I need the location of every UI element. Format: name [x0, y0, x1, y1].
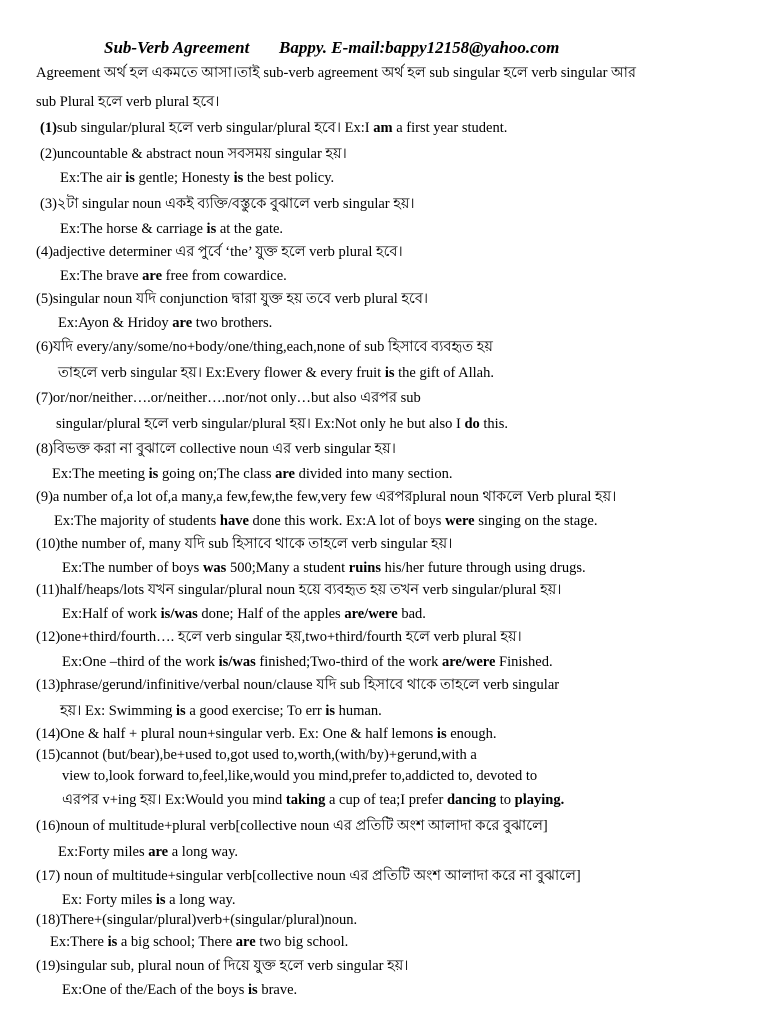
bold-text: were: [445, 513, 475, 529]
bold-text: are: [142, 268, 163, 284]
text-line: [36, 819, 548, 835]
line-text: (5)singular noun যদি conjunction দ্বারা যুক্ত হয় তবে verb plural হবে।: [36, 291, 429, 307]
text-line: [36, 442, 396, 458]
text-line: [62, 983, 297, 999]
text-line: [36, 340, 493, 356]
text-line: [56, 417, 508, 433]
text-line: [60, 222, 283, 238]
bold-text: are: [148, 844, 169, 860]
line-text: finished;Two-third of the work: [255, 654, 442, 670]
line-text: two big school.: [255, 934, 349, 950]
bold-text: am: [373, 120, 393, 136]
bold-text: was: [202, 560, 227, 576]
text-line: [36, 583, 561, 599]
text-line: [36, 630, 522, 646]
line-text: Ex:Ayon & Hridoy: [58, 315, 173, 331]
text-line: [36, 959, 408, 975]
line-text: (11)half/heaps/lots যখন singular/plural noun হয়ে ব্যবহৃত হয় তখন verb singular/plural হয়।: [36, 582, 562, 598]
bold-text: is: [176, 703, 186, 719]
text-line: [62, 607, 426, 623]
line-text: (18)There+(singular/plural)verb+(singular/plural)noun.: [36, 912, 358, 928]
line-text: a good exercise; To err: [185, 703, 326, 719]
text-line: [36, 869, 581, 885]
text-line: [40, 147, 347, 163]
bold-text: do: [464, 416, 480, 432]
text-line: [36, 913, 357, 929]
text-line: [36, 678, 559, 694]
line-text: (19)singular sub, plural noun of দিয়ে যুক্ত হলে verb singular হয়।: [36, 958, 409, 974]
bold-text: taking: [285, 792, 326, 808]
line-text: singular/plural হলে verb singular/plural হয়। Ex:Not only he but also I: [56, 416, 465, 432]
bold-text: are/were: [441, 654, 496, 670]
text-line: [36, 537, 452, 553]
text-line: [62, 655, 553, 671]
line-text: Ex:The majority of students: [54, 513, 220, 529]
line-text: Ex:Forty miles: [58, 844, 149, 860]
line-text: Finished.: [495, 654, 553, 670]
line-text: divided into many section.: [294, 466, 453, 482]
line-text: bad.: [397, 606, 426, 622]
text-line: [62, 893, 235, 909]
line-text: (6)যদি every/any/some/no+body/one/thing,each,none of sub হিসাবে ব্যবহৃত হয়: [36, 339, 493, 355]
bold-text: are: [235, 934, 256, 950]
line-text: Ex:The brave: [60, 268, 143, 284]
line-text: তাহলে verb singular হয়। Ex:Every flower & every fruit: [58, 365, 385, 381]
line-text: sub Plural হলে verb plural হবে।: [36, 94, 220, 110]
text-line: [58, 366, 494, 382]
line-text: (10)the number of, many যদি sub হিসাবে থাকে তাহলে verb singular হয়।: [36, 536, 453, 552]
text-line: [36, 727, 497, 743]
line-text: Ex:The number of boys: [62, 560, 203, 576]
text-line: [60, 704, 382, 720]
bold-text: is/was: [218, 654, 256, 670]
line-text: (7)or/nor/neither….or/neither….nor/not only…but also এরপর sub: [36, 390, 421, 406]
bold-text: are: [172, 315, 193, 331]
text-line: [60, 269, 287, 285]
text-line: [36, 66, 636, 82]
line-text: Ex:One of the/Each of the boys: [62, 982, 249, 998]
line-text: (3)২টা singular noun একই ব্যক্তি/বস্তুকে বুঝালে verb singular হয়।: [40, 196, 415, 212]
bold-text: is: [325, 703, 335, 719]
bold-text: is: [233, 170, 244, 186]
line-text: (2)uncountable & abstract noun সবসময় singular হয়।: [40, 146, 347, 162]
document-title: Sub-Verb Agreement Bappy. E-mail:bappy12158@yahoo.com: [104, 38, 560, 57]
text-line: [52, 467, 452, 483]
bold-text: dancing: [446, 792, 497, 808]
line-text: this.: [479, 416, 508, 432]
line-text: (12)one+third/fourth…. হলে verb singular হয়,two+third/fourth হলে verb plural হয়।: [36, 629, 522, 645]
line-text: free from cowardice.: [162, 268, 287, 284]
line-text: (15)cannot (but/bear),be+used to,got used to,worth,(with/by)+gerund,with a: [36, 747, 477, 763]
text-line: [36, 95, 219, 111]
bold-text: (1): [40, 120, 57, 136]
line-text: two brothers.: [192, 315, 273, 331]
text-line: [36, 245, 403, 261]
line-text: Ex:The meeting: [52, 466, 149, 482]
text-line: [58, 316, 272, 332]
line-text: হয়। Ex: Swimming: [60, 703, 177, 719]
text-line: [36, 748, 477, 764]
bold-text: are: [275, 466, 295, 482]
line-text: the gift of Allah.: [394, 365, 494, 381]
text-line: [36, 391, 421, 407]
line-text: a first year student.: [392, 120, 508, 136]
line-text: done; Half of the apples: [197, 606, 345, 622]
line-text: (17) noun of multitude+singular verb[collective noun এর প্রতিটি অংশ আলাদা করে না বুঝালে]: [36, 868, 581, 884]
line-text: done this work. Ex:A lot of boys: [248, 513, 446, 529]
line-text: brave.: [257, 982, 298, 998]
line-text: a big school; There: [117, 934, 236, 950]
line-text: (9)a number of,a lot of,a many,a few,few,the few,very few এরপরplural noun থাকলে Verb plural হয়।: [36, 489, 617, 505]
line-text: gentle; Honesty: [134, 170, 234, 186]
text-line: [62, 793, 564, 809]
text-line: [58, 845, 238, 861]
line-text: (4)adjective determiner এর পুর্বে ‘the’ যুক্ত হলে verb plural হবে।: [36, 244, 403, 260]
bold-text: is: [436, 726, 447, 742]
line-text: Ex:There: [50, 934, 108, 950]
line-text: (16)noun of multitude+plural verb[collective noun এর প্রতিটি অংশ আলাদা করে বুঝালে]: [36, 818, 548, 834]
bold-text: are/were: [344, 606, 398, 622]
line-text: human.: [335, 703, 382, 719]
bold-text: is: [384, 365, 395, 381]
bold-text: playing.: [514, 792, 565, 808]
line-text: going on;The class: [158, 466, 276, 482]
line-text: to: [496, 792, 515, 808]
line-text: Agreement অর্থ হল একমতে আসা।তাই sub-verb agreement অর্থ হল sub singular হলে verb singular আর: [36, 65, 636, 81]
line-text: view to,look forward to,feel,like,would you mind,prefer to,addicted to, devoted to: [62, 768, 538, 784]
text-line: [54, 514, 597, 530]
text-line: [36, 292, 428, 308]
bold-text: have: [219, 513, 249, 529]
line-text: a long way.: [165, 892, 236, 908]
line-text: sub singular/plural হলে verb singular/plural হবে। Ex:I: [56, 120, 374, 136]
line-text: Ex:One –third of the work: [62, 654, 219, 670]
line-text: enough.: [446, 726, 497, 742]
text-line: [50, 935, 348, 951]
text-line: [40, 197, 415, 213]
text-line: [36, 490, 616, 506]
bold-text: is: [107, 934, 118, 950]
line-text: his/her future through using drugs.: [381, 560, 586, 576]
bold-text: is: [206, 221, 217, 237]
line-text: the best policy.: [243, 170, 335, 186]
bold-text: is: [155, 892, 166, 908]
line-text: (14)One & half + plural noun+singular verb. Ex: One & half lemons: [36, 726, 437, 742]
line-text: Ex: Forty miles: [62, 892, 156, 908]
line-text: Ex:Half of work: [62, 606, 161, 622]
bold-text: is: [248, 982, 258, 998]
line-text: (8)বিভক্ত করা না বুঝালে collective noun এর verb singular হয়।: [36, 441, 396, 457]
line-text: a long way.: [168, 844, 239, 860]
line-text: Ex:The air: [60, 170, 126, 186]
line-text: singing on the stage.: [474, 513, 598, 529]
line-text: at the gate.: [216, 221, 284, 237]
text-line: [60, 171, 334, 187]
line-text: 500;Many a student: [226, 560, 349, 576]
bold-text: is: [148, 466, 159, 482]
bold-text: is/was: [160, 606, 198, 622]
line-text: এরপর v+ing হয়। Ex:Would you mind: [62, 792, 286, 808]
line-text: a cup of tea;I prefer: [325, 792, 447, 808]
line-text: (13)phrase/gerund/infinitive/verbal noun/clause যদি sub হিসাবে থাকে তাহলে verb singular: [36, 677, 560, 693]
text-line: [40, 121, 507, 137]
text-line: [62, 769, 537, 785]
line-text: Ex:The horse & carriage: [60, 221, 207, 237]
bold-text: ruins: [348, 560, 382, 576]
bold-text: is: [125, 170, 135, 186]
text-line: [62, 561, 586, 577]
